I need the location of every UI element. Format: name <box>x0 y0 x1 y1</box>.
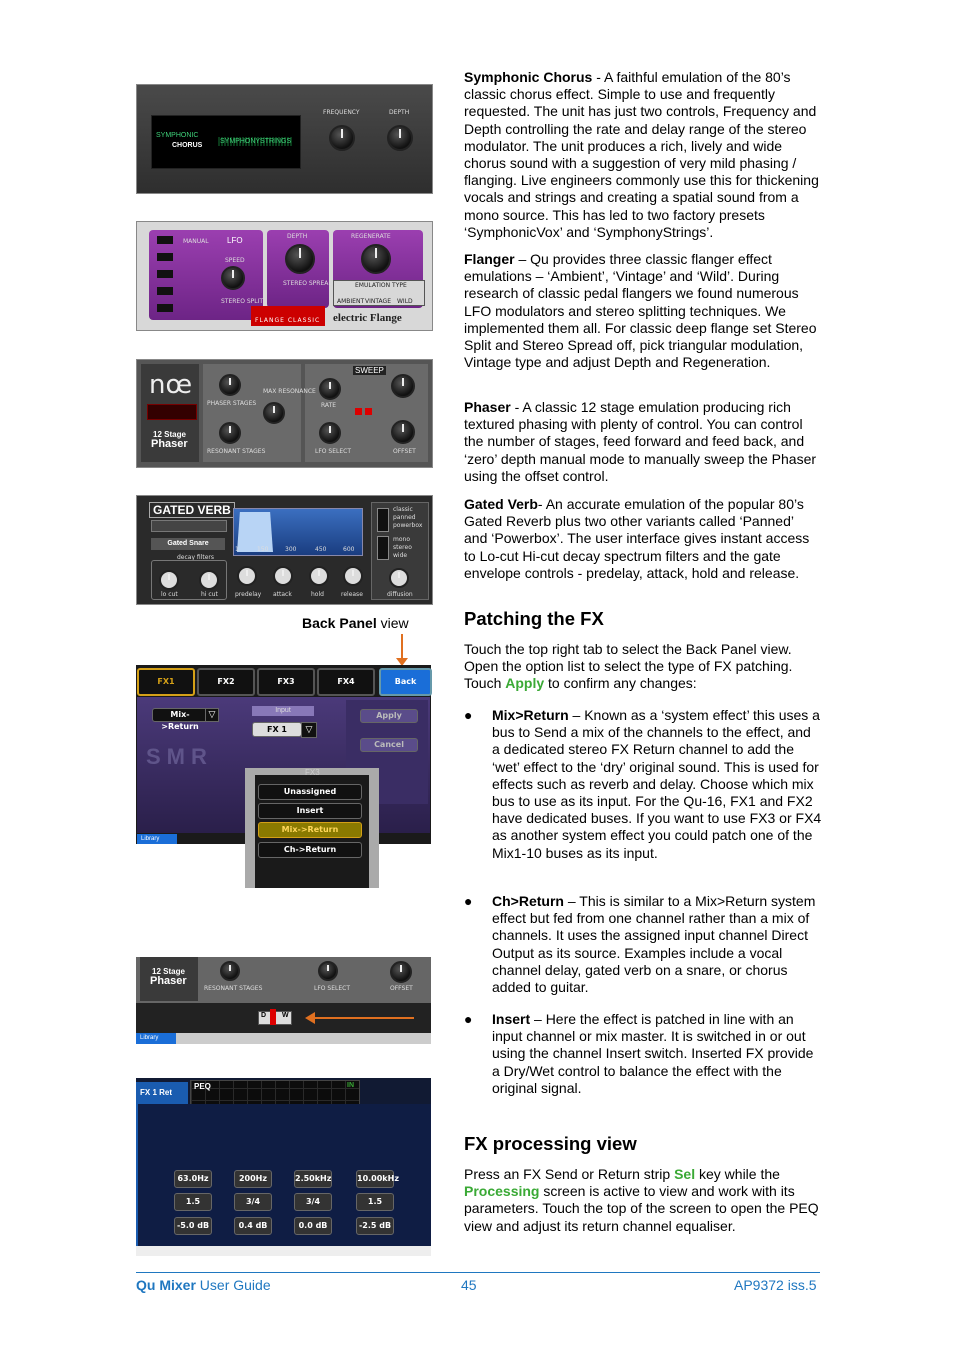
hi-cut-knob[interactable] <box>199 570 219 590</box>
peq-q-4[interactable]: 1.5 <box>356 1193 394 1211</box>
mode-wide: wide <box>393 552 408 559</box>
phaser-title1: 12 Stage <box>153 430 186 439</box>
frequency-knob[interactable] <box>329 125 355 151</box>
peq-bottom-bar <box>136 1246 431 1256</box>
patching-intro-1: Touch the top right tab to select the Back Panel view. Open the option list to select the type of FX patching. Touch <box>464 641 793 692</box>
apply-keyword: Apply <box>505 675 545 692</box>
depth-knob[interactable] <box>285 244 315 274</box>
peq-freq-1[interactable]: 63.0Hz <box>174 1170 212 1188</box>
left-arrow-line-icon <box>314 1017 414 1019</box>
bullet-ch-return-bold: Ch>Return <box>492 893 564 909</box>
lfo-switch-5[interactable] <box>157 304 173 312</box>
phaser-paragraph <box>464 399 820 485</box>
peq-q-2[interactable]: 3/4 <box>234 1193 272 1211</box>
drywet-bottom-bar <box>136 1033 431 1044</box>
chorus-paragraph-bold: Symphonic Chorus <box>464 69 593 85</box>
lfo-led-1 <box>355 408 362 415</box>
drywet-knob-2[interactable] <box>318 961 338 981</box>
flanger-paragraph-bold: Flanger <box>464 251 515 267</box>
input-chevron-icon[interactable]: ▽ <box>301 722 317 738</box>
resonant-stages-label: RESONANT STAGES <box>207 448 266 455</box>
drywet-title1: 12 Stage <box>152 967 185 976</box>
peq-channel-tab[interactable]: FX 1 Ret <box>136 1082 188 1104</box>
hi-cut-label: hi cut <box>201 591 218 598</box>
depth-label: DEPTH <box>287 233 308 240</box>
processing-text-1: Press an FX Send or Return strip <box>464 1166 675 1182</box>
spectrum-axis-1: 150 <box>257 546 269 553</box>
option-ch-return[interactable]: Ch->Return <box>258 842 362 858</box>
smr-logo: SMR <box>146 744 213 769</box>
peq-image <box>136 1078 431 1256</box>
noo-logo: nœ <box>149 370 193 400</box>
wet-label: W <box>282 1012 289 1019</box>
dry-label: D <box>261 1012 267 1019</box>
gated-verb-logo: GATED VERB <box>149 502 235 518</box>
processing-heading: FX processing view <box>464 1133 637 1154</box>
hold-knob[interactable] <box>309 566 329 586</box>
chorus-preset-display: SYMPHONYSTRINGS <box>220 138 292 145</box>
flanger-paragraph-text: – Qu provides three classic flanger effect emulations – ‘Ambient’, ‘Vintage’ and ‘Wild’. During research of classic pedal flangers we found numerous LFO modulators and stereo splitting techniques. We implemented them all. For classic deep flange set Stereo Split and Stereo Spread off, pick triangular modulation, Vintage type and adjust Depth and Regeneration. <box>464 251 817 371</box>
gated-verb-image <box>136 495 433 605</box>
decay-filters-label: decay filters <box>177 554 215 561</box>
processing-text-3: screen is active to view and work with its parameters. Touch the top of the screen to open the PEQ view and adjust its return channel equaliser. <box>464 1183 819 1234</box>
mode-switch-2[interactable] <box>377 536 389 560</box>
vintage-label: VINTAGE <box>365 298 392 305</box>
drywet-knob-1[interactable] <box>220 961 240 981</box>
patch-type-chevron-icon[interactable]: ▽ <box>205 708 219 722</box>
footer-title <box>136 1277 271 1293</box>
back-panel-caption <box>302 615 409 631</box>
sweep-label: SWEEP <box>355 366 384 375</box>
peq-freq-3[interactable]: 2.50kHz <box>294 1170 332 1188</box>
offset-label: OFFSET <box>393 448 416 455</box>
cancel-button[interactable]: Cancel <box>360 738 418 752</box>
phaser-image <box>136 359 433 468</box>
patching-intro <box>464 641 820 693</box>
lfo-led-2 <box>365 408 372 415</box>
patching-heading: Patching the FX <box>464 608 604 629</box>
processing-keyword: Processing <box>464 1183 540 1200</box>
bullet-insert <box>492 1011 822 1097</box>
peq-q-1[interactable]: 1.5 <box>174 1193 212 1211</box>
depth-knob[interactable] <box>387 125 413 151</box>
emulation-type-label: EMULATION TYPE <box>355 282 407 289</box>
drywet-resonant-label: RESONANT STAGES <box>204 985 263 992</box>
bullet-mix-return-text: – Known as a ‘system effect’ this uses a bus to Send a mix of the channels to the effect, and a dedicated stereo FX Return channel to add the ‘wet’ effect to the ‘dry’ original sound. This is used for effects such as reverb and delay. Choose which mix bus to use as its input. For the Qu-16, FX1 and FX2 have dedicated buses. If you want to use FX3 or FX4 as another system effect you could patch one of the Mix1-10 buses as its input. <box>492 707 822 861</box>
lfo-switch-2[interactable] <box>157 253 173 261</box>
bullet-insert-bold: Insert <box>492 1011 531 1027</box>
peq-freq-2[interactable]: 200Hz <box>234 1170 272 1188</box>
depth-label: DEPTH <box>389 109 410 116</box>
predelay-label: predelay <box>235 591 262 598</box>
stereo-spread-label: STEREO SPREAD <box>283 280 333 287</box>
attack-knob[interactable] <box>273 566 293 586</box>
release-knob[interactable] <box>343 566 363 586</box>
gated-paragraph-bold: Gated Verb <box>464 496 538 512</box>
gated-preset-button[interactable]: Gated Snare <box>151 538 225 550</box>
footer-doc-code: AP9372 iss.5 <box>734 1277 817 1293</box>
chorus-brand-line1: SYMPHONIC <box>156 132 199 139</box>
gated-paragraph <box>464 496 820 582</box>
tab-fx2[interactable]: FX2 <box>197 668 255 696</box>
mode-stereo: stereo <box>393 544 412 551</box>
option-unassigned[interactable]: Unassigned <box>258 784 362 800</box>
mode-classic: classic <box>393 506 413 513</box>
drywet-title2: Phaser <box>150 975 187 987</box>
wild-label: WILD <box>397 298 413 305</box>
diffusion-label: diffusion <box>387 591 413 598</box>
gated-name-field <box>151 520 227 532</box>
bullet-insert-text: – Here the effect is patched in line with an input channel or mix master. It is switched in or out using the channel Insert switch. Inserted FX provide a Dry/Wet control to balance the effect with the original signal. <box>492 1011 814 1096</box>
lo-cut-knob[interactable] <box>159 570 179 590</box>
tab-fx1[interactable]: FX1 <box>137 668 195 696</box>
offset-knob[interactable] <box>391 374 415 398</box>
chorus-paragraph-text: - A faithful emulation of the 80’s classic chorus effect. Simple to use and frequently requested. The unit has just two controls, Frequency and Depth controlling the rate and delay range of the stereo modulator. The unit produces a rich, lively and wide chorus sound with a suggestion of very mild phasing / flanging. Live engineers commonly use this for thickening vocals and strings and creating a spatial sound from a mono source. This has led to two factory presets ‘SymphonicVox’ and ‘SymphonyStrings’. <box>464 69 819 240</box>
footer-rule <box>136 1272 820 1273</box>
peq-gain-4[interactable]: -2.5 dB <box>356 1217 394 1235</box>
flange-classic-text: FLANGE CLASSIC <box>255 317 321 324</box>
peq-in-indicator[interactable]: IN <box>347 1082 354 1089</box>
max-resonance-label: MAX RESONANCE <box>263 388 316 395</box>
lfo-label: LFO <box>227 236 243 245</box>
processing-paragraph <box>464 1166 820 1235</box>
mode-mono: mono <box>393 536 410 543</box>
left-arrow-head-icon <box>305 1012 315 1024</box>
peq-label: PEQ <box>194 1082 211 1091</box>
drywet-library-button[interactable]: Library <box>136 1033 176 1044</box>
bullet-icon: ● <box>464 1011 473 1027</box>
chorus-paragraph <box>464 69 820 241</box>
mode-panned: panned <box>393 514 416 521</box>
attack-label: attack <box>273 591 292 598</box>
spectrum-axis-2: 300 <box>285 546 297 553</box>
resonant-stages-knob[interactable] <box>219 422 241 444</box>
manual-label: MANUAL <box>183 238 209 245</box>
drywet-knob-3[interactable] <box>390 961 412 983</box>
gated-paragraph-text: - An accurate emulation of the popular 80’s Gated Reverb plus two other variants called ‘Panned’ and ‘Powerbox’. The user interface gives instant access to Lo-cut Hi-cut decay spectrum filters and the gate envelope controls - predelay, attack, hold and release. <box>464 496 810 581</box>
lfo-switch-1[interactable] <box>157 236 173 244</box>
back-panel-caption-rest: view <box>376 615 409 631</box>
phaser-title2: Phaser <box>151 438 188 450</box>
resonance-knob[interactable] <box>263 402 285 424</box>
bullet-icon: ● <box>464 707 473 723</box>
footer-guide: User Guide <box>195 1277 271 1293</box>
regenerate-knob[interactable] <box>361 244 391 274</box>
ambient-label: AMBIENT <box>337 298 365 305</box>
phaser-paragraph-text: - A classic 12 stage emulation producing rich textured phasing with plenty of control. You can control the number of stages, feed forward and feed back, and ‘zero’ depth manual mode to manually sweep the Phaser using the offset control. <box>464 399 817 484</box>
chorus-brand-line2: CHORUS <box>172 142 203 149</box>
footer-page-number: 45 <box>461 1277 477 1293</box>
apply-button[interactable]: Apply <box>360 709 418 723</box>
peq-gain-3[interactable]: 0.0 dB <box>294 1217 332 1235</box>
drywet-lfo-select-label: LFO SELECT <box>314 985 351 992</box>
mode-switch-1[interactable] <box>377 508 389 532</box>
rate-knob[interactable] <box>319 378 341 400</box>
library-button[interactable]: Library <box>137 834 177 844</box>
sel-keyword: Sel <box>674 1166 696 1182</box>
regenerate-label: REGENERATE <box>351 233 391 240</box>
diffusion-knob[interactable] <box>389 568 409 588</box>
release-label: release <box>341 591 363 598</box>
chorus-display <box>151 115 301 169</box>
flanger-image <box>136 221 433 331</box>
lfo-switch-3[interactable] <box>157 270 173 278</box>
input-select[interactable]: FX 1 <box>252 722 302 737</box>
predelay-knob[interactable] <box>237 566 257 586</box>
phaser-paragraph-bold: Phaser <box>464 399 511 415</box>
fx3-strip-label: FX3 <box>305 768 320 777</box>
patching-intro-2: to confirm any changes: <box>544 675 697 692</box>
phaser-stages-label: PHASER STAGES <box>207 400 257 407</box>
drywet-offset-label: OFFSET <box>390 985 413 992</box>
tab-fx3[interactable]: FX3 <box>257 668 315 696</box>
peq-freq-4[interactable]: 10.00kHz <box>356 1170 394 1188</box>
bullet-ch-return-text: – This is similar to a Mix>Return system effect but fed from one channel rather than a mix of channels. It uses the assigned input channel Direct Output as its source. Examples include a vocal channel delay, gated verb on a snare, or chorus added to guitar. <box>492 893 816 996</box>
processing-text-2: key while the <box>695 1166 780 1182</box>
electric-flange-logo: electric Flange <box>333 312 402 324</box>
drywet-image <box>136 957 431 1044</box>
option-mix-return[interactable]: Mix->Return <box>258 822 362 838</box>
drywet-handle[interactable] <box>270 1009 276 1025</box>
bullet-mix-return-bold: Mix>Return <box>492 707 569 723</box>
bullet-ch-return <box>492 893 822 996</box>
lfo-switch-4[interactable] <box>157 287 173 295</box>
rate-label: RATE <box>321 402 337 409</box>
stereo-split-label: STEREO SPLIT <box>221 298 264 305</box>
tab-back-panel[interactable]: Back <box>379 668 432 696</box>
spectrum-axis-4: 600 <box>343 546 355 553</box>
frequency-label: FREQUENCY <box>323 109 360 116</box>
back-panel-caption-bold: Back Panel <box>302 615 377 631</box>
lfo-select-knob[interactable] <box>319 422 341 444</box>
hold-label: hold <box>311 591 324 598</box>
tab-fx4[interactable]: FX4 <box>317 668 375 696</box>
phaser-red-display <box>147 404 197 420</box>
flanger-paragraph <box>464 251 820 371</box>
speed-knob[interactable] <box>221 266 245 290</box>
spectrum-axis-0: 1 <box>235 546 239 553</box>
peq-gain-2[interactable]: 0.4 dB <box>234 1217 272 1235</box>
lfo-select-label: LFO SELECT <box>315 448 352 455</box>
symphonic-chorus-image <box>136 84 433 194</box>
peq-q-3[interactable]: 3/4 <box>294 1193 332 1211</box>
speed-label: SPEED <box>225 257 245 264</box>
phaser-stages-knob[interactable] <box>219 374 241 396</box>
offset-knob-2[interactable] <box>391 420 415 444</box>
input-label: Input <box>252 706 314 716</box>
footer-brand: Qu Mixer <box>136 1277 196 1293</box>
option-insert[interactable]: Insert <box>258 803 362 819</box>
bullet-mix-return <box>492 707 822 862</box>
peq-gain-1[interactable]: -5.0 dB <box>174 1217 212 1235</box>
mode-powerbox: powerbox <box>393 522 423 529</box>
lo-cut-label: lo cut <box>161 591 178 598</box>
patch-type-select[interactable]: Mix->Return <box>152 708 208 722</box>
bullet-icon: ● <box>464 893 473 909</box>
spectrum-axis-3: 450 <box>315 546 327 553</box>
